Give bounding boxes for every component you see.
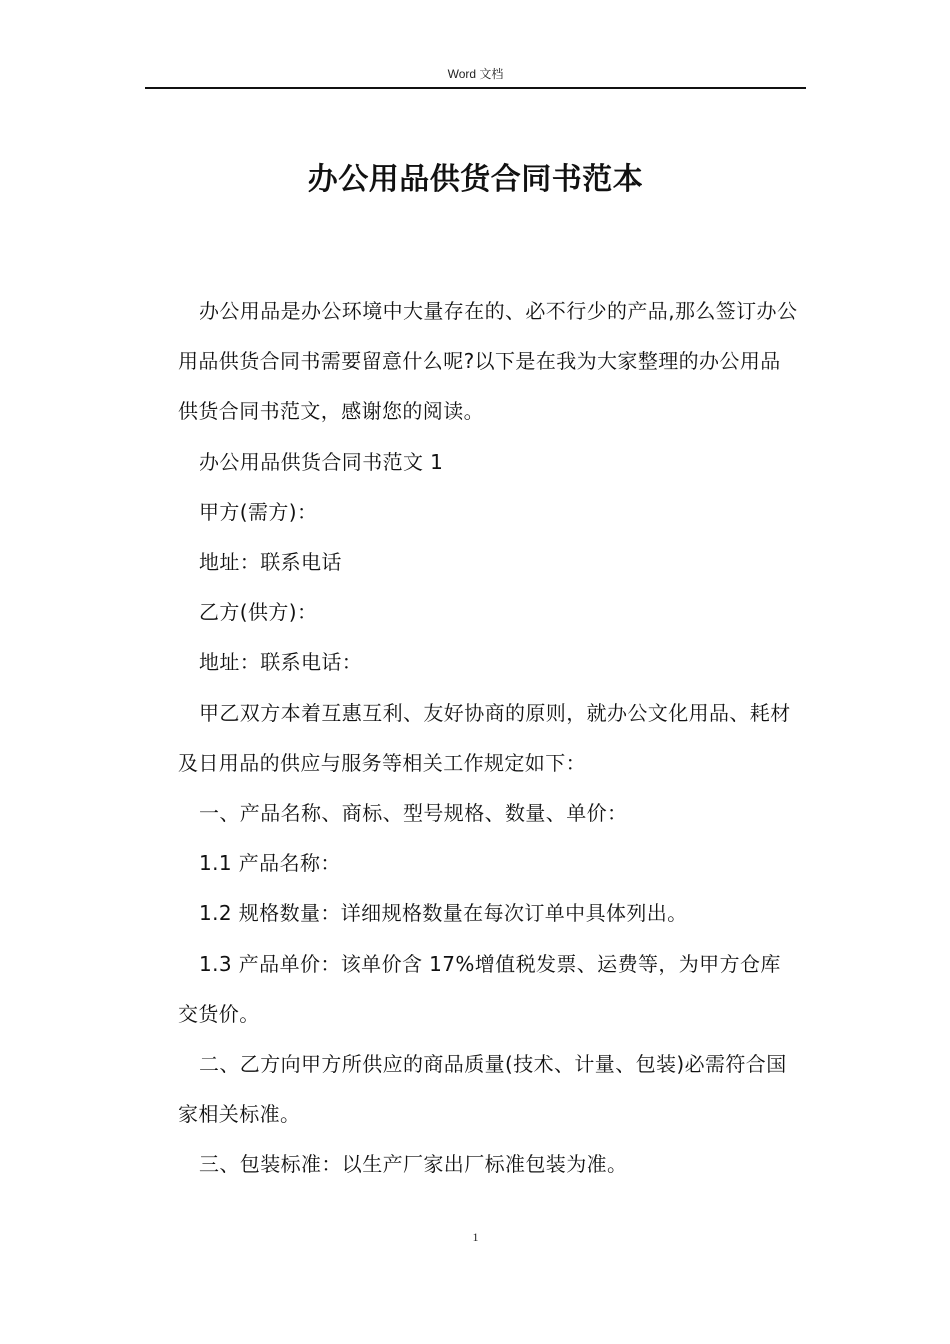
party-a-label: 甲方(需方)：	[199, 499, 318, 524]
intro-paragraph: 办公用品是办公环境中大量存在的、必不行少的产品,那么签订办公用品供货合同书需要留意什么呢?以下是在我为大家整理的办公用品供货合同书范文，感谢您的阅读。	[178, 299, 798, 424]
section-three: 三、包装标准：以生产厂家出厂标准包装为准。	[199, 1152, 628, 1177]
sample-heading: 办公用品供货合同书范文 1	[199, 449, 444, 474]
document-title: 办公用品供货合同书范本	[307, 162, 644, 197]
document-body	[178, 286, 800, 1190]
section-one-heading: 一、产品名称、商标、型号规格、数量、单价：	[199, 801, 628, 826]
page-header: Word 文档	[447, 67, 504, 81]
party-b-label: 乙方(供方)：	[199, 600, 318, 625]
header-rule	[145, 87, 806, 89]
section-two: 二、乙方向甲方所供应的商品质量(技术、计量、包装)必需符合国家相关标准。	[178, 1052, 787, 1127]
party-a-address: 地址：联系电话	[199, 550, 342, 575]
agreement-preamble: 甲乙双方本着互惠互利、友好协商的原则，就办公文化用品、耗材及日用品的供应与服务等相关工作规定如下：	[178, 700, 791, 775]
clause-1-3: 1.3 产品单价：该单价含 17%增值税发票、运费等，为甲方仓库交货价。	[178, 951, 781, 1026]
clause-1-2: 1.2 规格数量：详细规格数量在每次订单中具体列出。	[199, 901, 688, 926]
page-number: 1	[472, 1230, 479, 1244]
party-b-address: 地址：联系电话：	[199, 650, 363, 675]
clause-1-1: 1.1 产品名称：	[199, 851, 341, 876]
